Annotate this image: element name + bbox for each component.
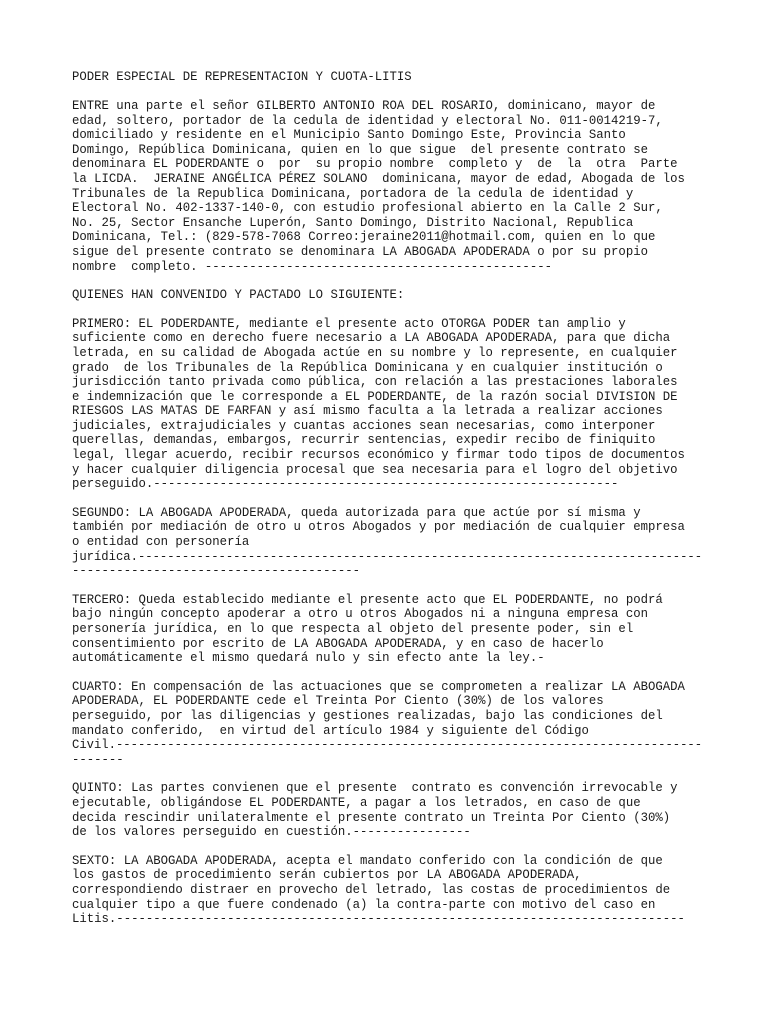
text-line: también por mediación de otro u otros Abogados y por mediación de cualquier empresa (72, 520, 685, 535)
text-line: jurídica.----------------------------------------------------------------------------- (72, 549, 703, 564)
text-line: personería jurídica, en lo que respecta al objeto del presente poder, sin el (72, 622, 634, 636)
text-line: y hacer cualquier diligencia procesal que sea necesaria para el logro del objetivo (72, 462, 678, 477)
text-line: perseguido.--------------------------------------------------------------- (72, 477, 619, 492)
text-line: edad, soltero, portador de la cedula de identidad y electoral No. 011-0014219-7, (72, 113, 663, 128)
text-line: querellas, demandas, embargos, recurrir sentencias, expedir recibo de finiquito (72, 433, 656, 448)
text-line: correspondiendo distraer en provecho del letrado, las costas de procedimientos de (72, 882, 671, 897)
text-line: suficiente como en derecho fuere necesario a LA ABOGADA APODERADA, para que dicha (72, 331, 671, 346)
section-segundo (72, 506, 712, 579)
text-line: Domingo, República Dominicana, quien en lo que sigue del presente contrato se (72, 142, 648, 157)
text-line: la LICDA. JERAINE ANGÉLICA PÉREZ SOLANO dominicana, mayor de edad, Abogada de los (72, 171, 685, 186)
text-line: jurisdicción tanto privada como pública, con relación a las prestaciones laborales (72, 375, 678, 390)
text-line: denominara EL PODERDANTE o por su propio nombre completo y de la otra Parte (72, 157, 678, 172)
section-quienes (72, 288, 712, 303)
text-line: cualquier tipo a que fuere condenado (a) la contra-parte con motivo del caso en (72, 897, 656, 912)
text-line: CUARTO: En compensación de las actuaciones que se comprometen a realizar LA ABOGADA (72, 679, 685, 694)
text-line: mandato conferido, en virtud del artículo 1984 y siguiente del Código (72, 723, 589, 738)
text-line: consentimiento por escrito de LA ABOGADA APODERADA, y en caso de hacerlo (72, 636, 604, 651)
text-line: PRIMERO: EL PODERDANTE, mediante el presente acto OTORGA PODER tan amplio y (72, 316, 626, 331)
text-line: No. 25, Sector Ensanche Luperón, Santo Domingo, Distrito Nacional, Republica (72, 215, 634, 230)
document-title: PODER ESPECIAL DE REPRESENTACION Y CUOTA-LITIS (72, 70, 412, 84)
text-line: Civil.-------------------------------------------------------------------------------- (72, 738, 703, 753)
section-cuarto (72, 680, 712, 768)
text-line: ejecutable, obligándose EL PODERDANTE, a pagar a los letrados, en caso de que (72, 795, 641, 810)
text-line: decida rescindir unilateralmente el presente contrato un Treinta Por Ciento (30%) (72, 810, 671, 825)
text-line: letrada, en su calidad de Abogada actúe en su nombre y lo represente, en cualquier (72, 345, 678, 360)
document-body (72, 99, 712, 927)
text-line: perseguido, por las diligencias y gestiones realizadas, bajo las condiciones del (72, 708, 663, 723)
text-line: automáticamente el mismo quedará nulo y sin efecto ante la ley.- (72, 651, 545, 666)
text-line: los gastos de procedimiento serán cubiertos por LA ABOGADA APODERADA, (72, 868, 582, 883)
text-line: QUIENES HAN CONVENIDO Y PACTADO LO SIGUIENTE: (72, 288, 405, 303)
text-line: Tribunales de la Republica Dominicana, portadora de la cedula de identidad y (72, 186, 634, 201)
text-line: domiciliado y residente en el Municipio Santo Domingo Este, Provincia Santo (72, 128, 626, 143)
text-line: SEXTO: LA ABOGADA APODERADA, acepta el mandato conferido con la condición de que (72, 853, 663, 868)
text-line: QUINTO: Las partes convienen que el presente contrato es convención irrevocable y (72, 781, 678, 796)
text-line: bajo ningún concepto apoderar a otro u otros Abogados ni a ninguna empresa con (72, 607, 648, 622)
text-line: ENTRE una parte el señor GILBERTO ANTONIO ROA DEL ROSARIO, dominicano, mayor de (72, 99, 656, 113)
section-intro (72, 99, 712, 274)
section-quinto (72, 781, 712, 839)
text-line: ------- (72, 752, 124, 767)
text-line: RIESGOS LAS MATAS DE FARFAN y así mismo faculta a la letrada a realizar acciones (72, 404, 663, 419)
text-line: --------------------------------------- (72, 564, 360, 579)
section-tercero (72, 593, 712, 666)
text-line: APODERADA, EL PODERDANTE cede el Treinta Por Ciento (30%) de los valores (72, 694, 604, 709)
text-line: Litis.----------------------------------------------------------------------------- (72, 912, 685, 927)
text-line: de los valores perseguido en cuestión.---------------- (72, 825, 471, 840)
text-line: legal, llegar acuerdo, recibir recursos económico y firmar todo tipos de documentos (72, 448, 685, 463)
text-line: o entidad con personería (72, 535, 250, 550)
text-line: Electoral No. 402-1337-140-0, con estudio profesional abierto en la Calle 2 Sur, (72, 201, 663, 216)
text-line: sigue del presente contrato se denominara LA ABOGADA APODERADA o por su propio (72, 244, 648, 259)
section-primero (72, 317, 712, 492)
text-line: TERCERO: Queda establecido mediante el presente acto que EL PODERDANTE, no podrá (72, 592, 663, 607)
text-line: SEGUNDO: LA ABOGADA APODERADA, queda autorizada para que actúe por sí misma y (72, 505, 641, 520)
text-line: judiciales, extrajudiciales y cuantas acciones sean necesarias, como interponer (72, 418, 656, 433)
section-sexto (72, 854, 712, 927)
text-line: grado de los Tribunales de la República Dominicana y en cualquier institución o (72, 360, 663, 375)
text-line: Dominicana, Tel.: (829-578-7068 Correo:jeraine2011@hotmail.com, quien en lo que (72, 230, 656, 245)
document-page (72, 70, 712, 941)
text-line: e indemnización que le corresponde a EL PODERDANTE, de la razón social DIVISION DE (72, 389, 678, 404)
text-line: nombre completo. ----------------------------------------------- (72, 259, 552, 274)
